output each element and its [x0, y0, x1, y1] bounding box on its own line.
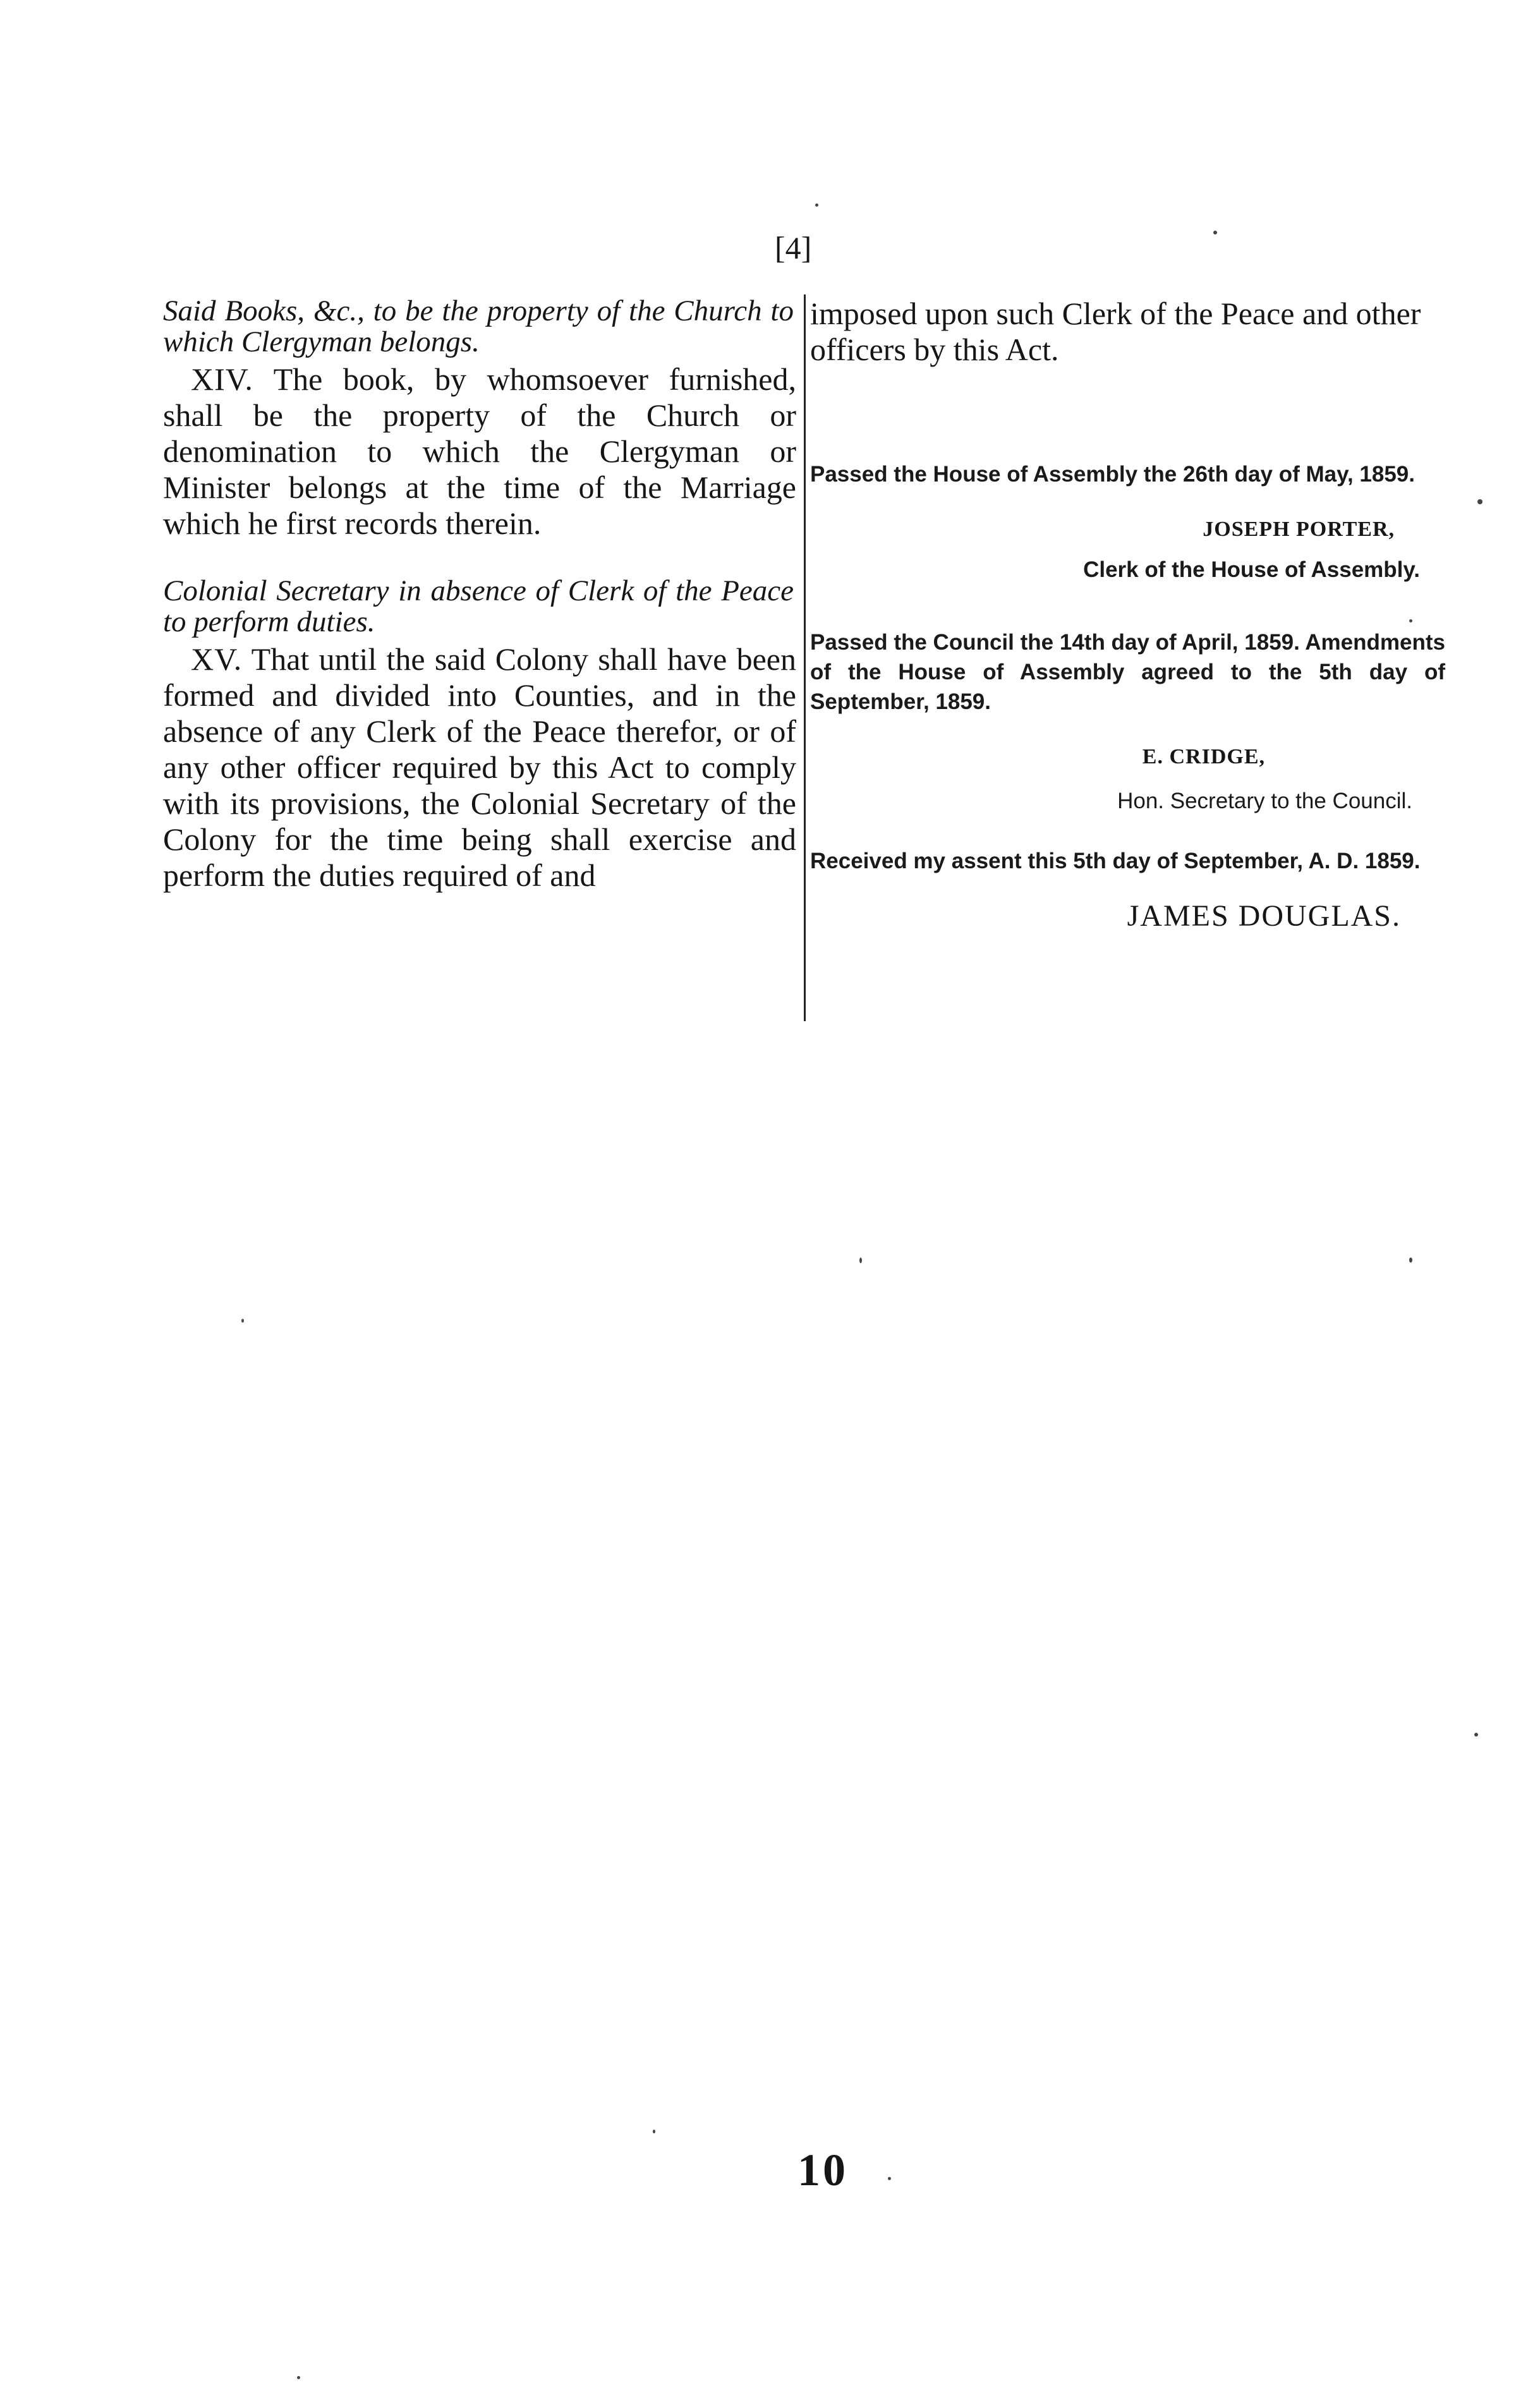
passed-assembly-note: Passed the House of Assembly the 26th day of May, 1859. — [810, 462, 1415, 487]
scan-speck — [297, 2376, 300, 2379]
council-secretary-title: Hon. Secretary to the Council. — [1117, 789, 1412, 813]
assembly-clerk-title: Clerk of the House of Assembly. — [1083, 557, 1420, 582]
section-xv-number: XV. — [191, 641, 243, 677]
assent-note: Received my assent this 5th day of September, A. D. 1859. — [810, 849, 1421, 873]
assembly-clerk-name: JOSEPH PORTER, — [1203, 518, 1395, 541]
governor-signature: JAMES DOUGLAS. — [1127, 899, 1401, 933]
right-column — [810, 296, 1445, 934]
folio-number: 10 — [797, 2145, 848, 2195]
section-xiv-number: XIV. — [191, 361, 253, 397]
scan-speck — [1213, 231, 1217, 234]
scan-speck — [815, 203, 818, 207]
section-xv — [163, 641, 796, 894]
section-xv-text: That until the said Colony shall have been formed and divided into Counties, and in the absence of any Clerk of the Peace therefor, or of any other officer required by this Act to comply with its provisions, the Colonial Secretary of the Colony for the time being shall exercise and perform the duties required of and — [163, 641, 796, 893]
sidenote-property-of-church: Said Books, &c., to be the property of the Church to which Clergyman belongs. — [163, 294, 794, 358]
scan-speck — [1409, 1258, 1412, 1263]
scan-speck — [859, 1258, 862, 1263]
scan-speck — [1477, 499, 1482, 504]
section-xiv — [163, 361, 796, 542]
scan-speck — [1474, 1733, 1478, 1737]
scan-speck — [888, 2177, 891, 2180]
passed-council-note: Passed the Council the 14th day of April, 1859. Amendments of the House of Assembly agreed to the 5th day of September, 1859. — [810, 630, 1445, 714]
scan-speck — [653, 2130, 655, 2133]
column-divider — [804, 294, 806, 1021]
page-number: [4] — [775, 230, 812, 265]
council-secretary-name: E. CRIDGE, — [1142, 745, 1265, 768]
sidenote-colonial-secretary: Colonial Secretary in absence of Clerk of the Peace to perform duties. — [163, 574, 794, 638]
section-xiv-text: The book, by whomsoever furnished, shall be the property of the Church or denomination to which the Clergyman or Minister belongs at the time of the Marriage which he first records therein. — [163, 361, 796, 541]
scan-speck — [1409, 619, 1412, 622]
scan-speck — [241, 1319, 244, 1323]
left-column — [163, 296, 796, 894]
section-xv-continuation: imposed upon such Clerk of the Peace and other officers by this Act. — [810, 296, 1421, 367]
